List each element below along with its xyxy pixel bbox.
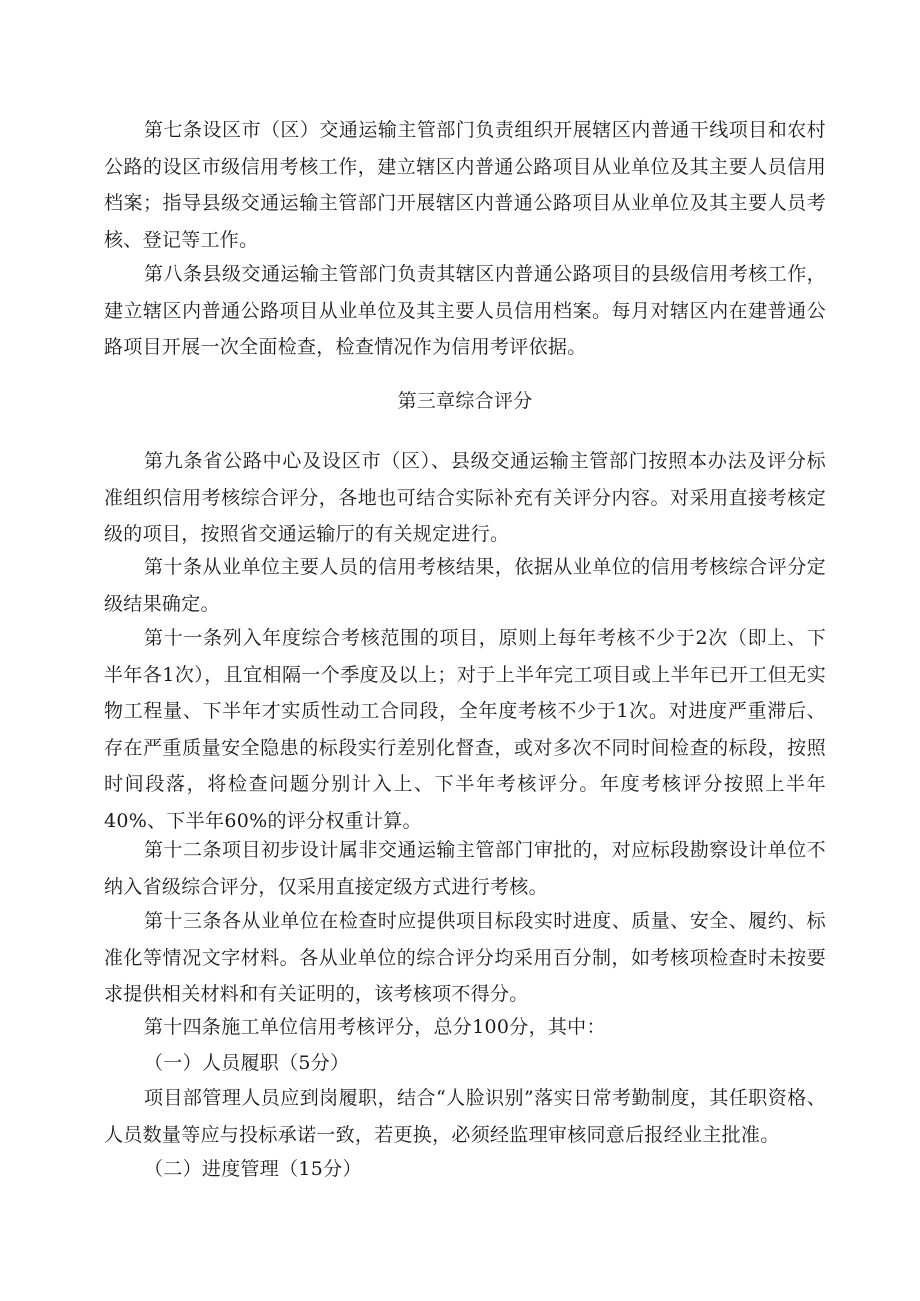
chapter-3-heading: 第三章综合评分 <box>397 390 533 412</box>
item-1-title: （一）人员履职（5分） <box>144 1052 350 1074</box>
article-9-paragraph: 第九条省公路中心及设区市（区）、县级交通运输主管部门按照本办法及评分标准组织信用考核综合评分，各地也可结合实际补充有关评分内容。对采用直接考核定级的项目，按照省交通运输厅的有关规定进行。 <box>104 450 826 545</box>
item-1-body: 项目部管理人员应到岗履职，结合“人脸识别”落实日常考勤制度，其任职资格、人员数量等应与投标承诺一致，若更换，必须经监理审核同意后报经业主批准。 <box>104 1087 826 1146</box>
article-8-paragraph: 第八条县级交通运输主管部门负责其辖区内普通公路项目的县级信用考核工作，建立辖区内普通公路项目从业单位及其主要人员信用档案。每月对辖区内在建普通公路项目开展一次全面检查，检查情况作为信用考评依据。 <box>104 263 826 358</box>
article-11-paragraph: 第十一条列入年度综合考核范围的项目，原则上每年考核不少于2次（即上、下半年各1次），且宜相隔一个季度及以上；对于上半年完工项目或上半年已开工但无实物工程量、下半年才实质性动工合同段，全年度考核不少于1次。对进度严重滞后、存在严重质量安全隐患的标段实行差别化督查，或对多次不同时间检查的标段，按照时间段落，将检查问题分别计入上、下半年考核评分。年度考核评分按照上半年40%、下半年60%的评分权重计算。 <box>104 627 826 832</box>
article-12-paragraph: 第十二条项目初步设计属非交通运输主管部门审批的，对应标段勘察设计单位不纳入省级综合评分，仅采用直接定级方式进行考核。 <box>104 839 826 898</box>
article-10-paragraph: 第十条从业单位主要人员的信用考核结果，依据从业单位的信用考核综合评分定级结果确定。 <box>104 556 826 615</box>
item-2-title: （二）进度管理（15分） <box>144 1158 362 1180</box>
article-7-paragraph: 第七条设区市（区）交通运输主管部门负责组织开展辖区内普通干线项目和农村公路的设区市级信用考核工作，建立辖区内普通公路项目从业单位及其主要人员信用档案；指导县级交通运输主管部门开展辖区内普通公路项目从业单位及其主要人员考核、登记等工作。 <box>104 119 826 251</box>
article-14-paragraph: 第十四条施工单位信用考核评分，总分100分，其中： <box>144 1016 606 1038</box>
article-13-paragraph: 第十三条各从业单位在检查时应提供项目标段实时进度、质量、安全、履约、标准化等情况文字材料。各从业单位的综合评分均采用百分制，如考核项检查时未按要求提供相关材料和有关证明的，该考核项不得分。 <box>104 910 826 1005</box>
